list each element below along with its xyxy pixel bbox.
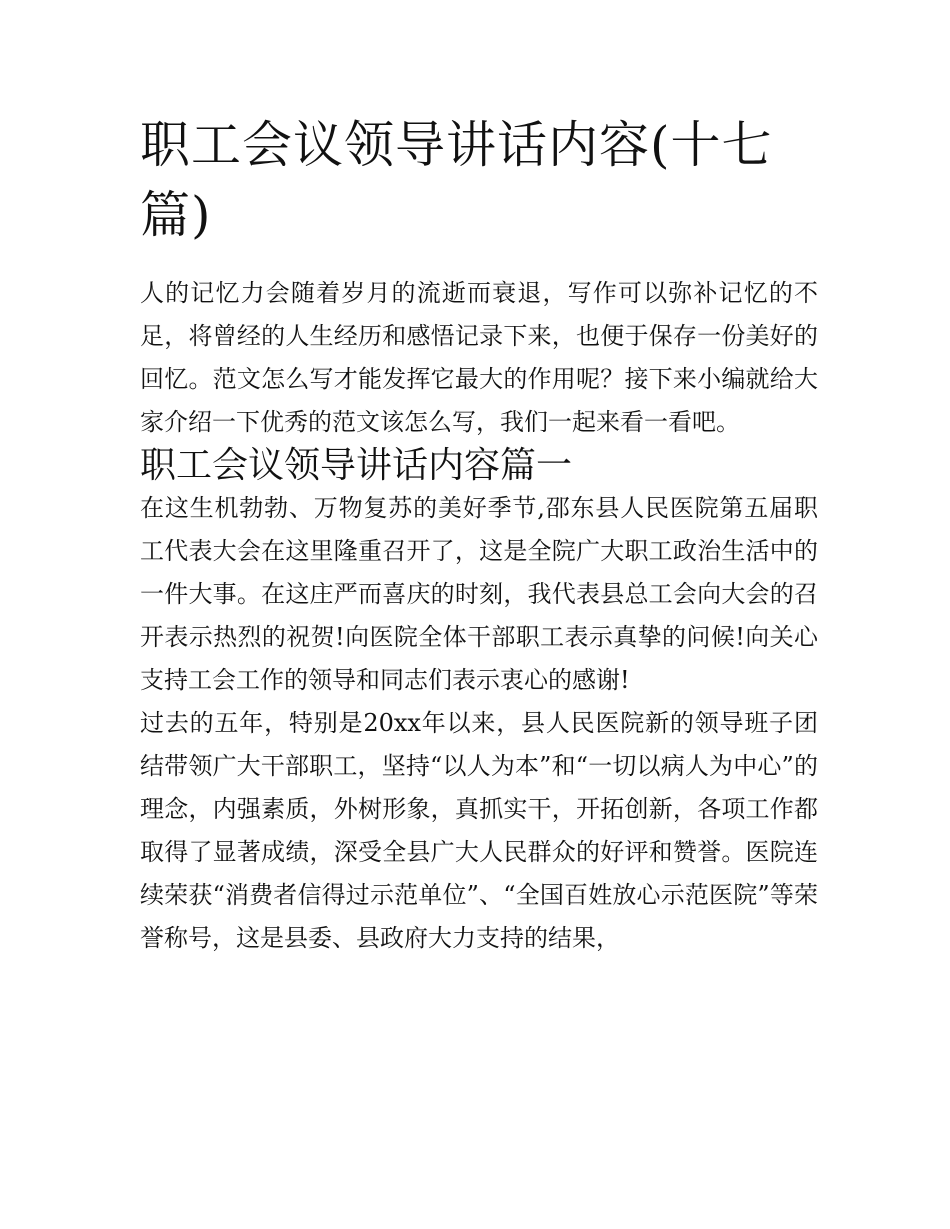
body-paragraph-1: 在这生机勃勃、万物复苏的美好季节,邵东县人民医院第五届职工代表大会在这里隆重召开了，这是全院广大职工政治生活中的一件大事。在这庄严而喜庆的时刻，我代表县总工会向大会的召开表示热烈的祝贺!向医院全体干部职工表示真挚的问候!向关心支持工会工作的领导和同志们表示衷心的感谢! xyxy=(140,494,818,694)
body-paragraph-2: 过去的五年，特别是20xx年以来，县人民医院新的领导班子团结带领广大干部职工，坚持“以人为本”和“一切以病人为中心”的理念，内强素质，外树形象，真抓实干，开拓创新，各项工作都取得了显著成绩，深受全县广大人民群众的好评和赞誉。医院连续荣获“消费者信得过示范单位”、“全国百姓放心示范医院”等荣誉称号，这是县委、县政府大力支持的结果， xyxy=(140,709,818,952)
document-page xyxy=(140,110,818,960)
intro-paragraph: 人的记忆力会随着岁月的流逝而衰退，写作可以弥补记忆的不足，将曾经的人生经历和感悟记录下来，也便于保存一份美好的回忆。范文怎么写才能发挥它最大的作用呢？接下来小编就给大家介绍一下优秀的范文该怎么写，我们一起来看一看吧。 xyxy=(140,279,818,436)
section-heading: 职工会议领导讲话内容篇一 xyxy=(140,445,573,486)
document-body xyxy=(140,272,818,960)
document-title: 职工会议领导讲话内容(十七篇) xyxy=(140,116,773,244)
